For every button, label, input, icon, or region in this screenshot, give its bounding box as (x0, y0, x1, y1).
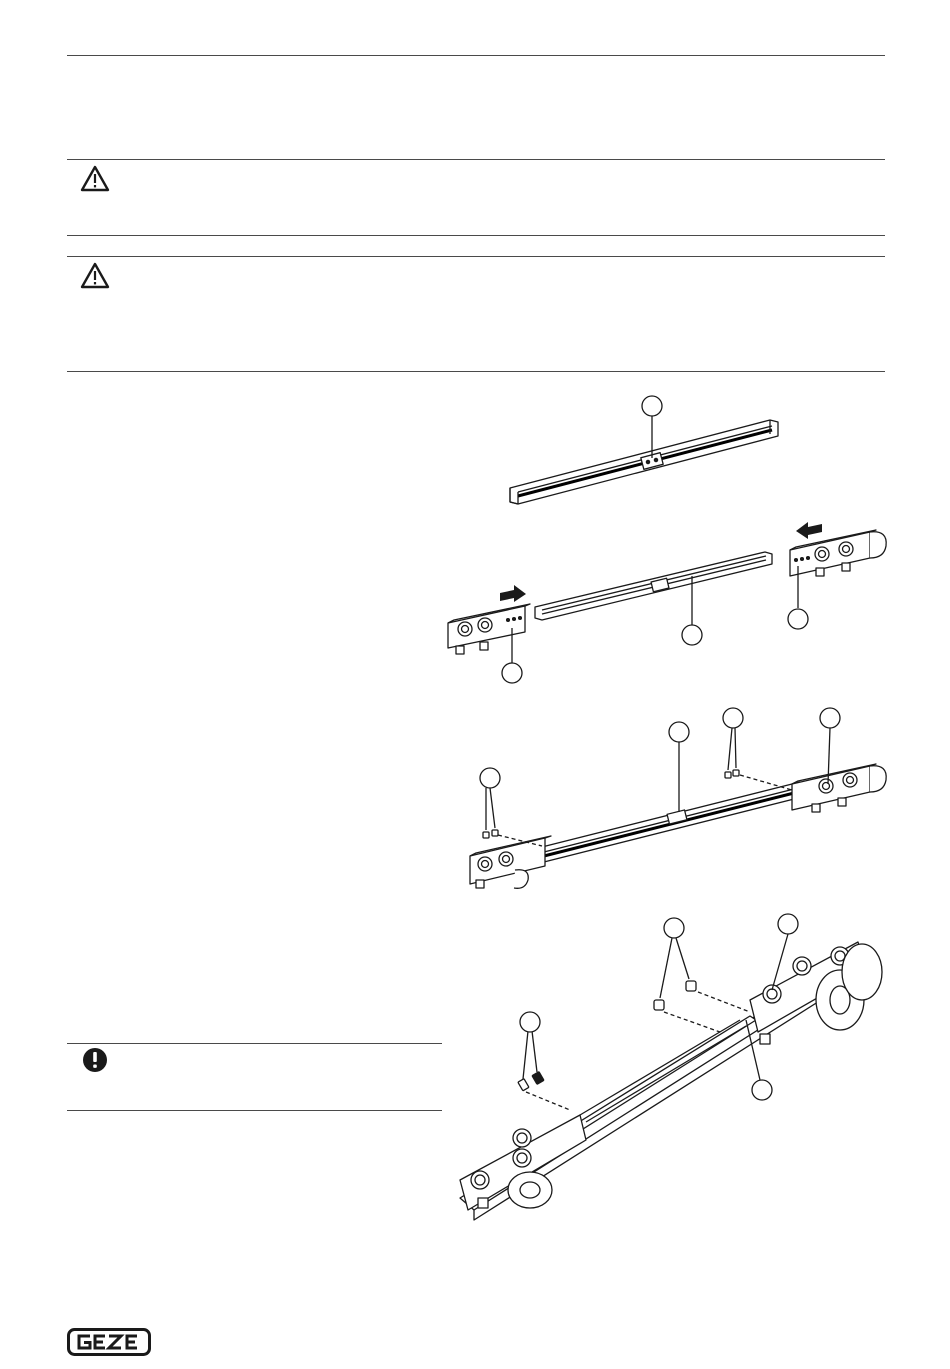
assembly-illustration (430, 380, 900, 1230)
warning-triangle-icon (80, 262, 110, 290)
warning-triangle-icon (80, 165, 110, 193)
step-1-profile-rail (510, 396, 778, 504)
notice-top-rule (67, 1043, 442, 1044)
warning-1-bottom-rule (67, 235, 885, 236)
warning-2-bottom-rule (67, 371, 885, 372)
step-4-perspective-detail (460, 914, 882, 1220)
exclamation-circle-icon (82, 1047, 108, 1073)
notice-bottom-rule (67, 1110, 442, 1111)
geze-logo (67, 1328, 151, 1356)
header-rule (67, 55, 885, 56)
step-2-carriages-insert (448, 522, 886, 683)
step-3-assembled (470, 708, 886, 888)
warning-2-top-rule (67, 256, 885, 257)
warning-1-top-rule (67, 159, 885, 160)
